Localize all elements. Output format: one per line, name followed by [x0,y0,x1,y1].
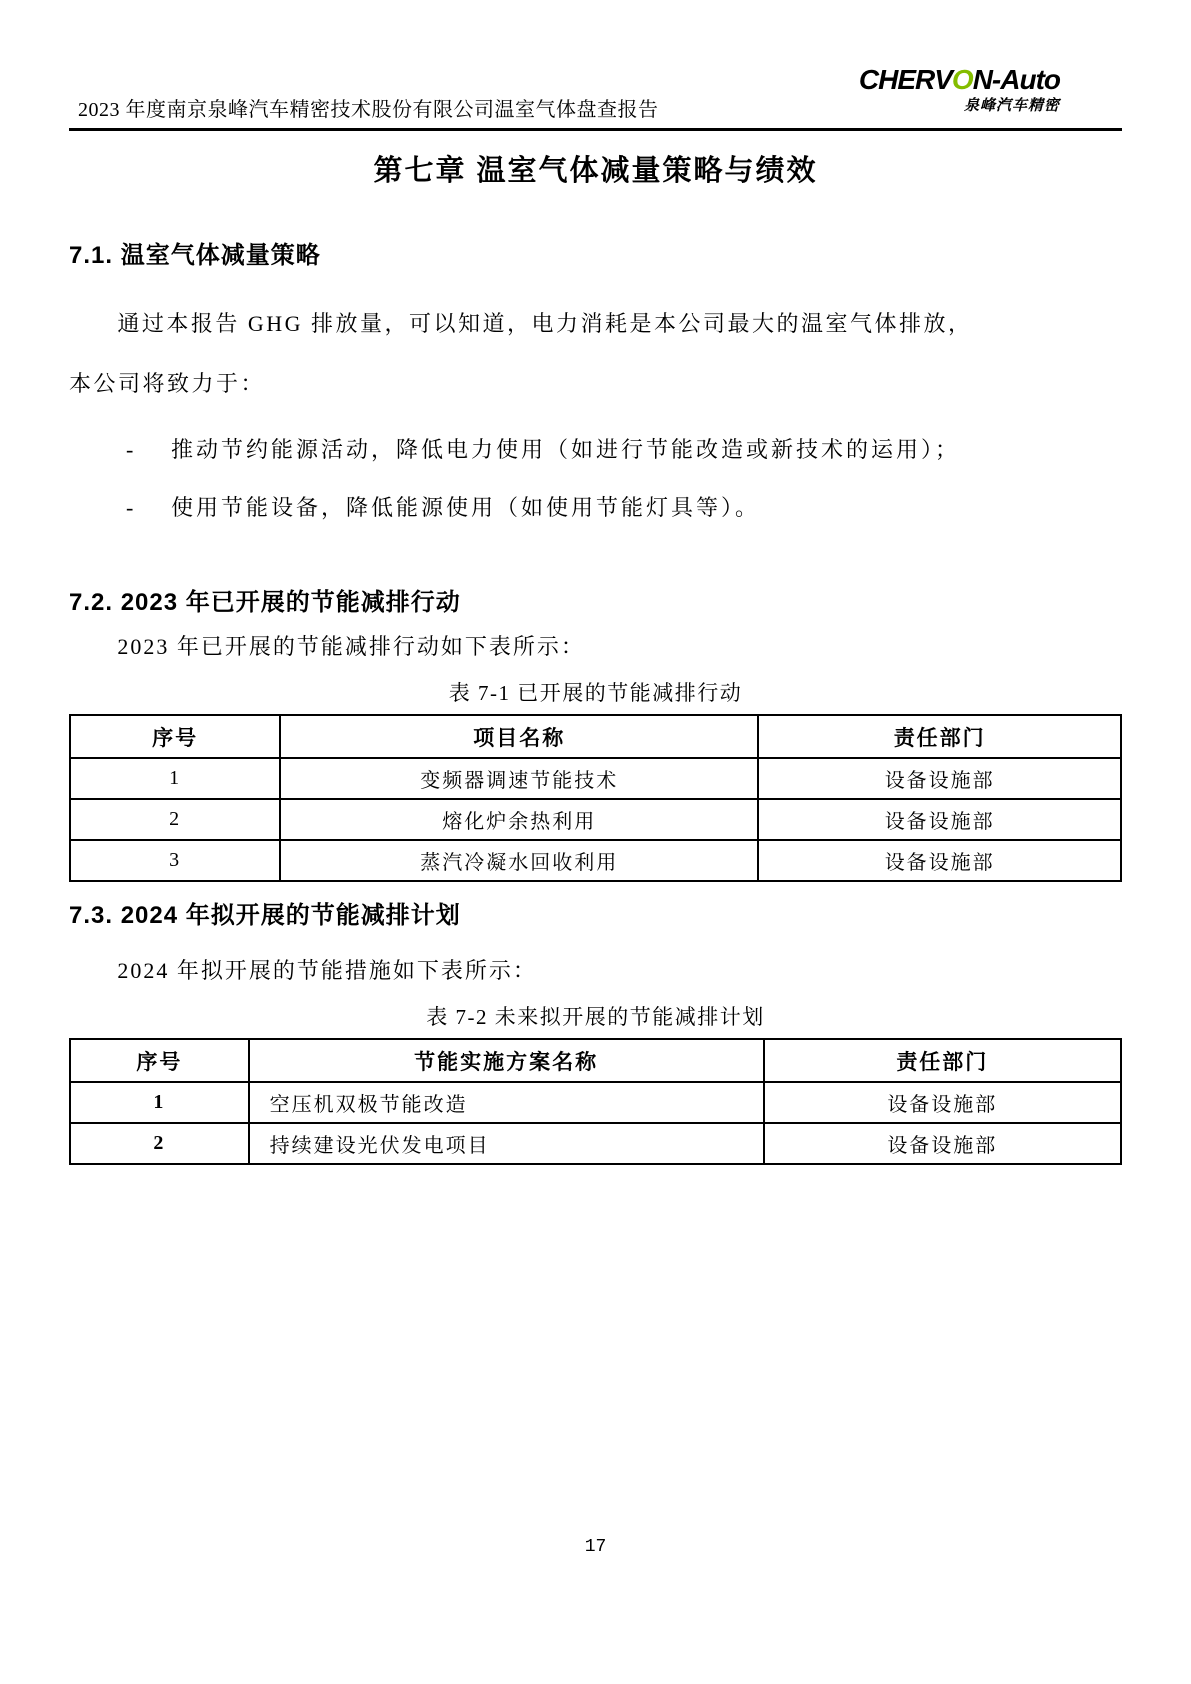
table-header-cell: 序号 [70,715,280,758]
bullet-item [69,428,1122,472]
table-header-cell: 项目名称 [280,715,758,758]
table-cell-name: 持续建设光伏发电项目 [249,1123,764,1164]
table-row [70,758,1121,799]
section-7-2-heading: 7.2. 2023 年已开展的节能减排行动 [69,589,461,616]
bullet-text: 使用节能设备，降低能源使用（如使用节能灯具等）。 [171,495,761,520]
paragraph-line: 本公司将致力于： [69,371,266,396]
table-cell-dept: 设备设施部 [764,1123,1121,1164]
table-7-1 [69,714,1122,882]
section-7-1-paragraph [69,294,1122,414]
chervon-auto-logo [859,66,1060,113]
table-cell-no: 3 [70,840,280,881]
logo-subtitle: 泉峰汽车精密 [963,97,1060,114]
table-cell-no: 1 [70,1082,249,1123]
chapter-title: 第七章 温室气体减量策略与绩效 [373,155,818,187]
logo-part2: N-Auto [972,64,1060,95]
table-cell-name: 空压机双极节能改造 [249,1082,764,1123]
bullet-text: 推动节约能源活动，降低电力使用（如进行节能改造或新技术的运用）； [171,437,961,462]
logo-wordmark [859,66,1060,94]
section-7-2-intro: 2023 年已开展的节能减排行动如下表所示： [117,634,585,659]
section-7-3-intro: 2024 年拟开展的节能措施如下表所示： [117,958,537,983]
table-header-cell: 序号 [70,1039,249,1082]
table-row [70,1082,1121,1123]
table-header-cell: 责任部门 [758,715,1121,758]
table-cell-dept: 设备设施部 [764,1082,1121,1123]
table-cell-no: 2 [70,799,280,840]
table-cell-no: 1 [70,758,280,799]
table-cell-name: 变频器调速节能技术 [280,758,758,799]
page-number: 17 [584,1537,607,1557]
page-header [69,0,1122,131]
table-row [70,799,1121,840]
report-title: 2023 年度南京泉峰汽车精密技术股份有限公司温室气体盘查报告 [78,99,659,121]
section-7-3-heading: 7.3. 2024 年拟开展的节能减排计划 [69,902,461,929]
paragraph-line: 通过本报告 GHG 排放量，可以知道，电力消耗是本公司最大的温室气体排放， [117,311,973,336]
bullet-dash-marker: - [126,437,134,462]
table-cell-name: 蒸汽冷凝水回收利用 [280,840,758,881]
table-header-cell: 节能实施方案名称 [249,1039,764,1082]
section-7-1-heading: 7.1. 温室气体减量策略 [69,242,321,269]
table-header-row [70,1039,1121,1082]
table-header-row [70,715,1121,758]
table-header-cell: 责任部门 [764,1039,1121,1082]
table-row [70,1123,1121,1164]
table-cell-dept: 设备设施部 [758,799,1121,840]
table-cell-no: 2 [70,1123,249,1164]
table-7-1-caption: 表 7-1 已开展的节能减排行动 [448,681,743,705]
table-cell-dept: 设备设施部 [758,758,1121,799]
bullet-dash-marker: - [126,495,134,520]
strategy-bullet-list [69,428,1122,530]
table-7-2-caption: 表 7-2 未来拟开展的节能减排计划 [426,1005,765,1029]
table-row [70,840,1121,881]
logo-part1: CHERV [858,64,952,95]
table-cell-dept: 设备设施部 [758,840,1121,881]
bullet-item [69,486,1122,530]
table-cell-name: 熔化炉余热利用 [280,799,758,840]
logo-accent-o: O [951,64,973,95]
table-7-2 [69,1038,1122,1165]
